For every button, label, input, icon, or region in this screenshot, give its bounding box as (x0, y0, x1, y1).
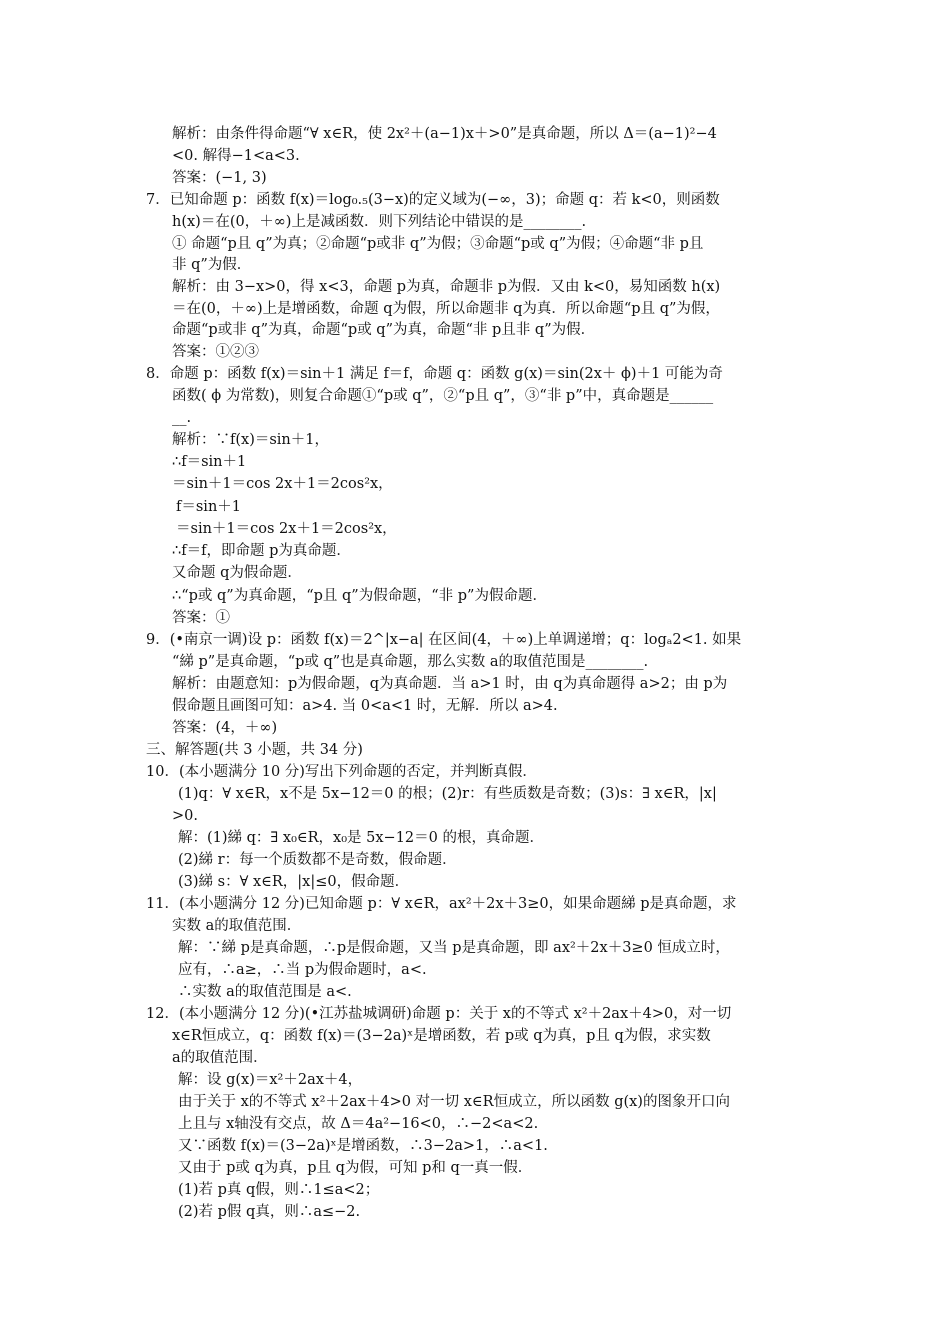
section-heading: 三、解答题(共 3 小题，共 34 分) (146, 742, 363, 758)
text-line: 解析：由题意知：p为假命题，q为真命题．当 a>1 时，由 q为真命题得 a>2；由 p为 (172, 676, 728, 692)
text-line: 答案：(−1, 3) (172, 170, 267, 186)
text-line: 11．(本小题满分 12 分)已知命题 p：∀ x∈R，ax²＋2x＋3≥0，如果命题綈 p是真命题，求 (146, 896, 737, 912)
text-line: 8．命题 p：函数 f(x)＝sin＋1 满足 f＝f，命题 q：函数 g(x)＝sin(2x＋ ϕ)＋1 可能为奇 (146, 366, 723, 382)
text-line: 命题“p或非 q”为真，命题“p或 q”为真，命题“非 p且非 q”为假． (172, 322, 596, 338)
text-line: h(x)＝在(0，＋∞)上是减函数．则下列结论中错误的是________. (172, 214, 587, 230)
text-line: 又命题 q为假命题． (172, 565, 302, 581)
text-line: ∴“p或 q”为真命题，“p且 q”为假命题，“非 p”为假命题． (172, 588, 547, 604)
text-line: 又∵函数 f(x)＝(3−2a)ˣ是增函数，∴3−2a>1，∴a<1. (178, 1138, 548, 1154)
text-line: a的取值范围． (172, 1050, 268, 1066)
text-line: <0. 解得−1<a<3. (172, 148, 300, 164)
text-line: 上且与 x轴没有交点，故 Δ＝4a²−16<0，∴−2<a<2. (178, 1116, 539, 1132)
text-line: 解：设 g(x)＝x²＋2ax＋4， (178, 1072, 363, 1088)
text-line: 答案：(4，＋∞) (172, 720, 278, 736)
text-line: “綈 p”是真命题，“p或 q”也是真命题，那么实数 a的取值范围是________. (172, 654, 649, 670)
text-line: ∴f＝f，即命题 p为真命题． (172, 543, 351, 559)
text-line: ① 命题“p且 q”为真；②命题“p或非 q”为假；③命题“p或 q”为假；④命题“非 p且 (172, 236, 704, 252)
text-line: ＝sin＋1＝cos 2x＋1＝2cos²x， (172, 476, 393, 492)
text-line: 10．(本小题满分 10 分)写出下列命题的否定，并判断真假． (146, 764, 537, 780)
text-line: 由于关于 x的不等式 x²＋2ax＋4>0 对一切 x∈R恒成立，所以函数 g(x)的图象开口向 (178, 1094, 730, 1110)
text-line: __. (172, 410, 192, 426)
text-line: (1)q：∀ x∈R，x不是 5x−12＝0 的根；(2)r：有些质数是奇数；(3)s：∃ x∈R，|x| (178, 786, 717, 802)
text-line: ∴实数 a的取值范围是 a<. (178, 984, 352, 1000)
text-line: 又由于 p或 q为真，p且 q为假，可知 p和 q一真一假． (178, 1160, 533, 1176)
text-line: 解析：由 3−x>0，得 x<3，命题 p为真，命题非 p为假．又由 k<0，易知函数 h(x) (172, 279, 721, 295)
text-line: >0. (172, 808, 198, 824)
text-line: 非 q”为假． (172, 257, 252, 273)
text-line: 解析：∵f(x)＝sin＋1， (172, 432, 330, 448)
text-line: ＝sin＋1＝cos 2x＋1＝2cos²x， (176, 521, 397, 537)
text-line: 解：∵綈 p是真命题，∴p是假命题，又当 p是真命题，即 ax²＋2x＋3≥0 恒成立时， (178, 940, 730, 956)
text-line: ∴f＝sin＋1 (172, 454, 247, 470)
text-line: 应有，∴a≥，∴当 p为假命题时，a<. (178, 962, 427, 978)
text-line: (2)綈 r：每一个质数都不是奇数，假命题． (178, 852, 457, 868)
text-line: 解：(1)綈 q：∃ x₀∈R，x₀是 5x−12＝0 的根，真命题． (178, 830, 544, 846)
text-line: ＝在(0，＋∞)上是增函数，命题 q为假，所以命题非 q为真．所以命题“p且 q”为假， (172, 301, 720, 317)
text-line: (1)若 p真 q假，则∴1≤a<2； (178, 1182, 380, 1198)
text-line: 12．(本小题满分 12 分)(•江苏盐城调研)命题 p：关于 x的不等式 x²＋2ax＋4>0，对一切 (146, 1006, 732, 1022)
text-line: 实数 a的取值范围． (172, 918, 302, 934)
text-line: x∈R恒成立，q：函数 f(x)＝(3−2a)ˣ是增函数，若 p或 q为真，p且 q为假，求实数 (172, 1028, 711, 1044)
text-line: (2)若 p假 q真，则∴a≤−2. (178, 1204, 361, 1220)
text-line: 假命题且画图可知：a>4. 当 0<a<1 时，无解．所以 a>4. (172, 698, 558, 714)
text-line: 9．(•南京一调)设 p：函数 f(x)＝2^|x−a| 在区间(4，＋∞)上单调递增；q：logₐ2<1. 如果 (146, 632, 742, 648)
text-line: 7．已知命题 p：函数 f(x)＝log₀.₅(3−x)的定义域为(−∞，3)；命题 q：若 k<0，则函数 (146, 192, 720, 208)
text-line: f＝sin＋1 (176, 499, 242, 515)
text-line: (3)綈 s：∀ x∈R，|x|≤0，假命题． (178, 874, 410, 890)
text-line: 答案：①②③ (172, 344, 259, 360)
text-line: 解析：由条件得命题“∀ x∈R，使 2x²＋(a−1)x＋>0”是真命题，所以 Δ＝(a−1)²−4 (172, 126, 717, 142)
text-line: 函数( ϕ 为常数)，则复合命题①“p或 q”，②“p且 q”，③“非 p”中，真命题是______ (172, 388, 714, 404)
text-line: 答案：① (172, 610, 230, 626)
